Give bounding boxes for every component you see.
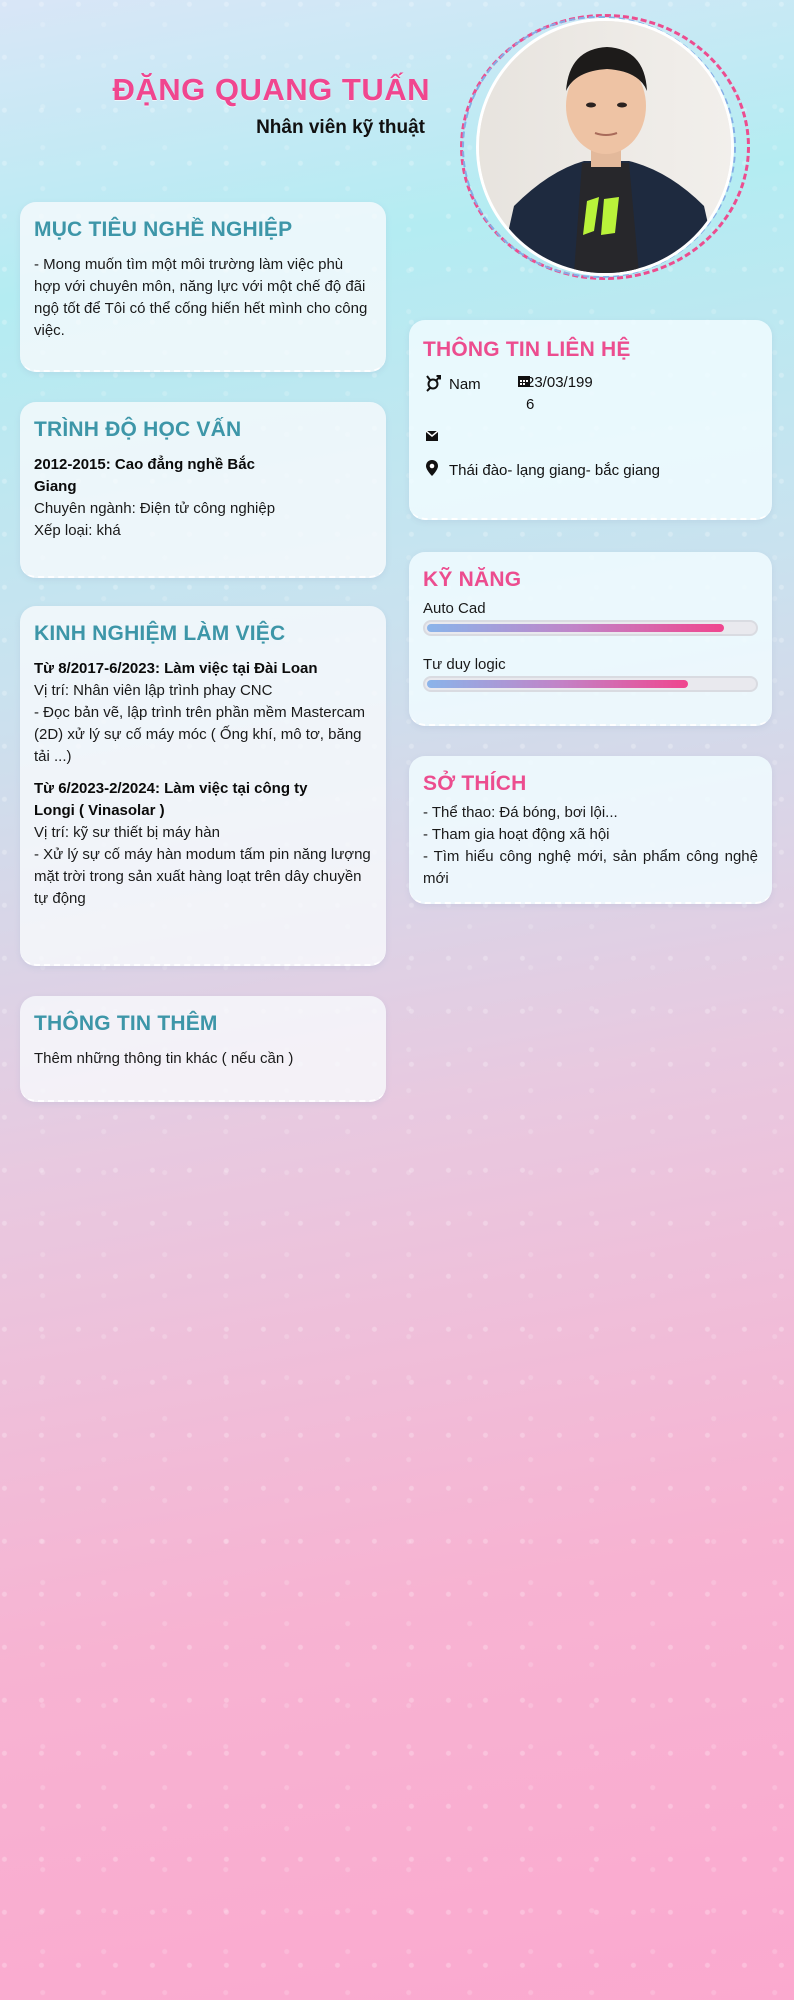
envelope-icon [423, 428, 441, 445]
experience-heading: Từ 8/2017-6/2023: Làm việc tại Đài Loan [34, 660, 318, 677]
hobby-item: - Tìm hiểu công nghệ mới, sản phẩm công nghệ mới [423, 848, 758, 887]
experience-description: - Đọc bản vẽ, lập trình trên phần mềm Mastercam (2D) xử lý sự cố máy móc ( Ống khí, mô tơ, băng tải ...) [34, 704, 365, 765]
hobbies-title: SỞ THÍCH [423, 772, 527, 795]
gender-value: Nam [449, 376, 481, 393]
avatar-photo [479, 21, 731, 273]
experience-description: - Xử lý sự cố máy hàn modum tấm pin năng lượng mặt trời trong sản xuất hàng loạt trên dây chuyền tự động [34, 846, 371, 907]
additional-info-title: THÔNG TIN THÊM [34, 1012, 218, 1035]
education-heading: 2012-2015: Cao đẳng nghề Bắc Giang [34, 456, 255, 495]
contact-card [409, 320, 772, 520]
education-major: Chuyên ngành: Điện tử công nghiệp [34, 500, 276, 517]
skill-bar-fill [427, 624, 724, 632]
birthday-value: 23/03/199 [526, 374, 593, 391]
hobbies-card [409, 756, 772, 904]
gender-row [423, 374, 758, 413]
skill-bar [423, 620, 758, 636]
education-card [20, 402, 386, 578]
career-objective-card [20, 202, 386, 372]
birthday-value-wrap: 6 [526, 396, 535, 413]
experience-position: Vị trí: Nhân viên lập trình phay CNC [34, 682, 273, 699]
experience-position: Vị trí: kỹ sư thiết bị máy hàn [34, 824, 220, 841]
experience-card [20, 606, 386, 966]
gender-icon [425, 374, 443, 396]
hobby-item: - Tham gia hoạt động xã hội [423, 826, 610, 843]
skill-label: Tư duy logic [423, 656, 506, 673]
additional-info-card [20, 996, 386, 1102]
address-row [423, 460, 758, 482]
contact-title: THÔNG TIN LIÊN HỆ [423, 338, 631, 361]
skill-label: Auto Cad [423, 600, 486, 617]
skill-bar-fill [427, 680, 688, 688]
email-row [423, 428, 758, 450]
experience-item [34, 658, 372, 768]
avatar [476, 18, 734, 276]
experience-item [34, 778, 372, 910]
skill-bar [423, 676, 758, 692]
experience-title: KINH NGHIỆM LÀM VIỆC [34, 622, 286, 645]
job-title: Nhân viên kỹ thuật [256, 117, 425, 138]
additional-info-text: Thêm những thông tin khác ( nếu cần ) [34, 1050, 294, 1067]
education-title: TRÌNH ĐỘ HỌC VẤN [34, 418, 242, 441]
career-objective-title: MỤC TIÊU NGHỀ NGHIỆP [34, 218, 293, 241]
experience-heading: Từ 6/2023-2/2024: Làm việc tại công ty Longi ( Vinasolar ) [34, 780, 308, 819]
candidate-name: ĐẶNG QUANG TUẤN [112, 72, 430, 107]
location-pin-icon [423, 460, 441, 480]
skills-card [409, 552, 772, 726]
hobby-item: - Thể thao: Đá bóng, bơi lội... [423, 804, 618, 821]
address-value: Thái đào- lạng giang- bắc giang [449, 462, 660, 479]
career-objective-text: - Mong muốn tìm một môi trường làm việc phù hợp với chuyên môn, năng lực với một chế độ đãi ngộ tốt để Tôi có thể cống hiến hết mình cho công việc. [34, 256, 368, 339]
skills-title: KỸ NĂNG [423, 568, 522, 591]
education-rank: Xếp loại: khá [34, 522, 121, 539]
